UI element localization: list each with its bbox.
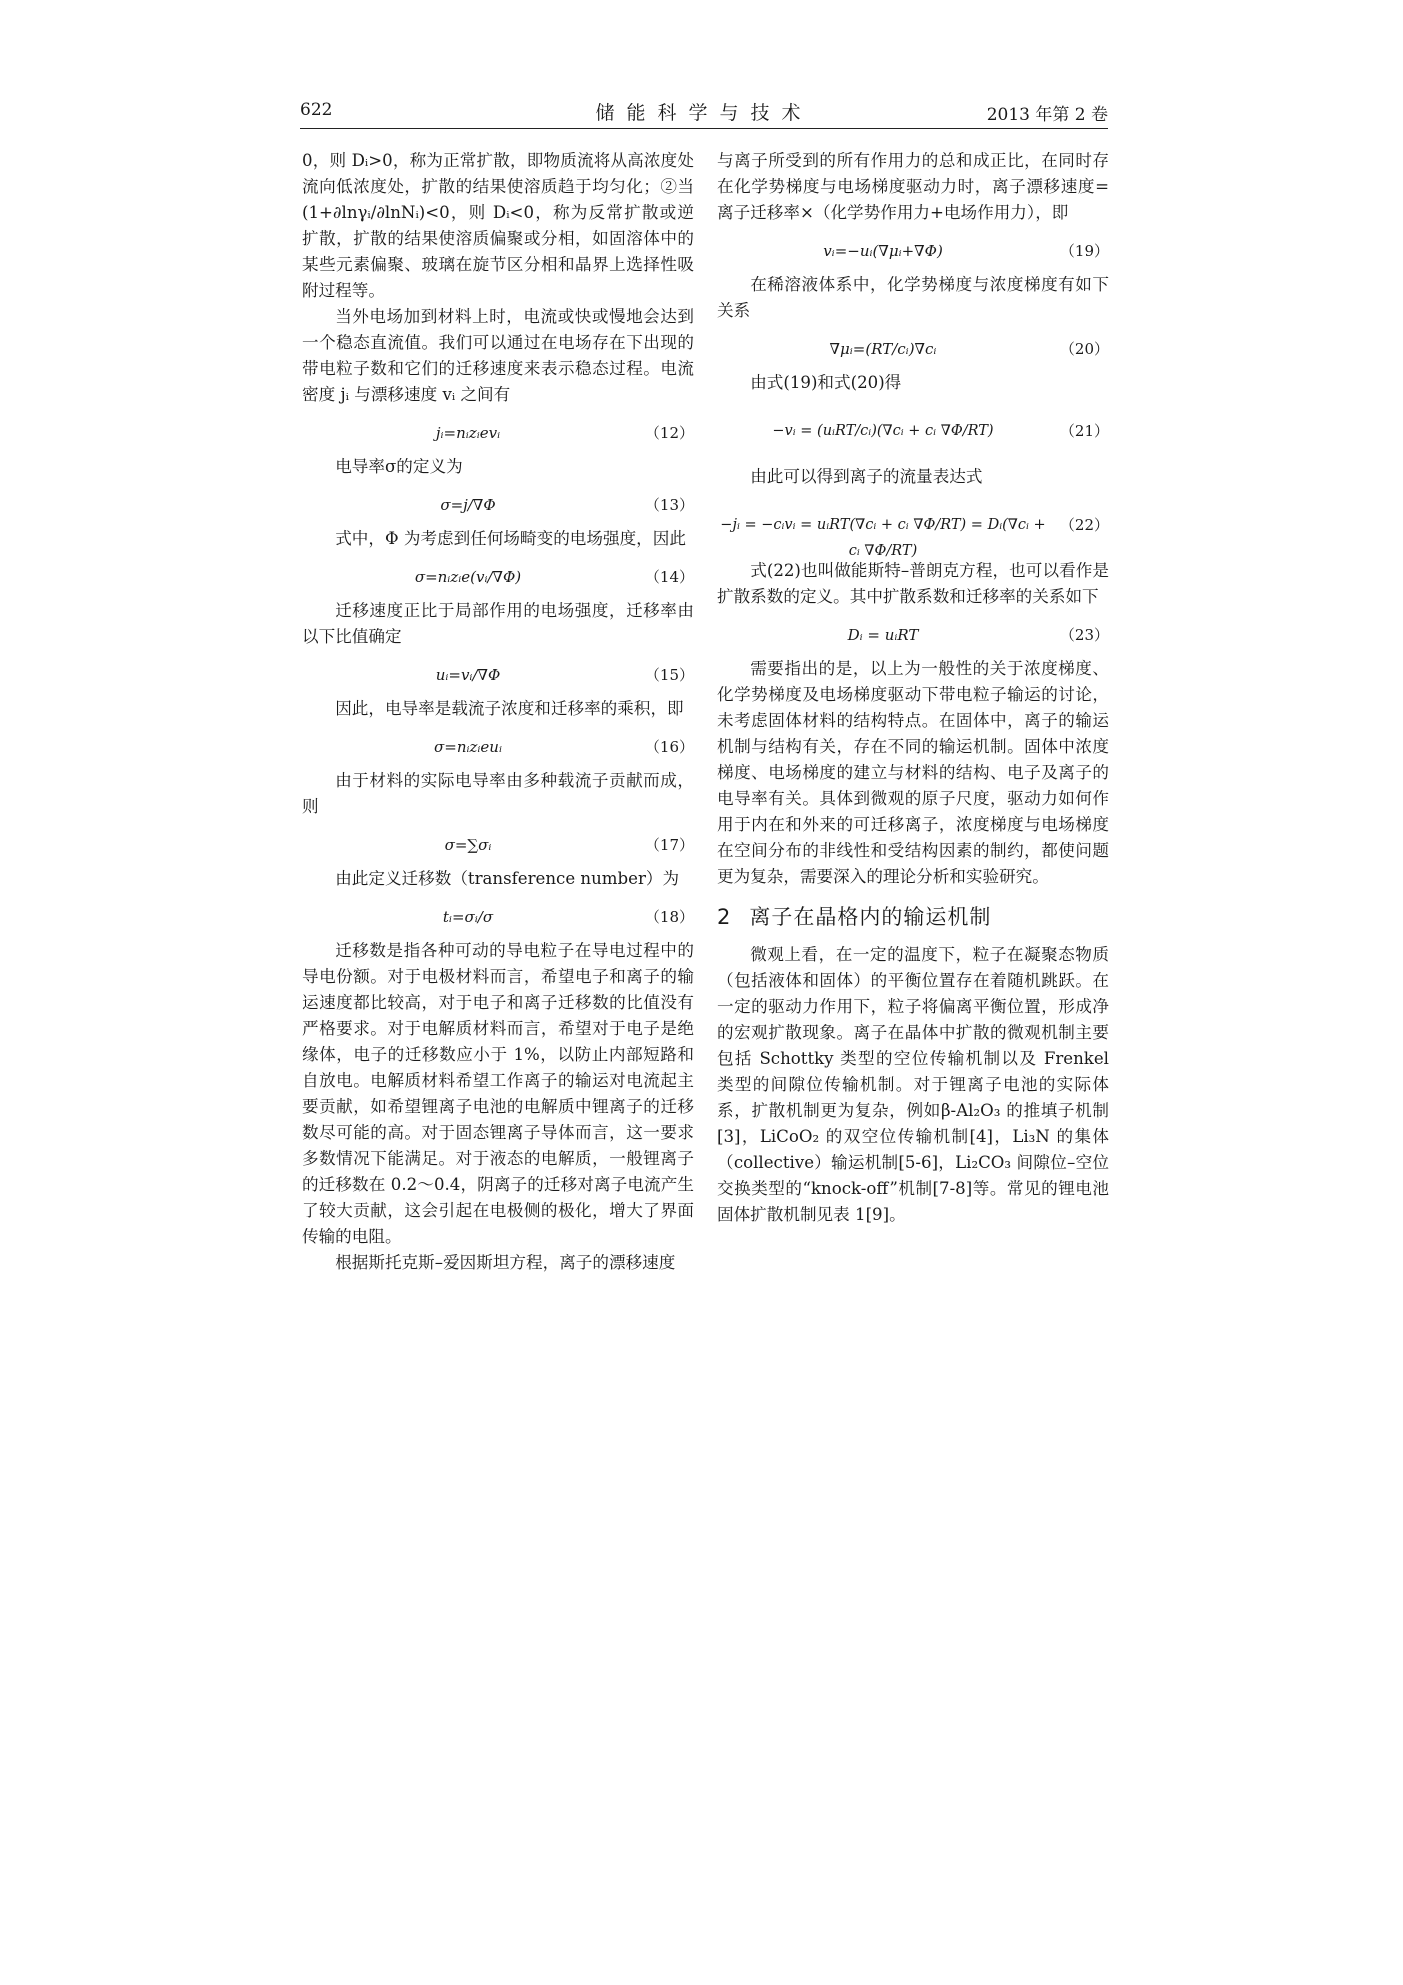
journal-title: 储能科学与技术 bbox=[595, 102, 813, 124]
running-header bbox=[300, 98, 1108, 129]
equation-number: （12） bbox=[644, 424, 694, 442]
equation-23 bbox=[717, 614, 1109, 652]
left-column bbox=[302, 148, 694, 1276]
equation-14 bbox=[302, 556, 694, 594]
equation-expression: jᵢ=nᵢzᵢevᵢ bbox=[435, 424, 501, 442]
paragraph: 根据斯托克斯–爱因斯坦方程，离子的漂移速度 bbox=[335, 1253, 676, 1272]
equation-number: （17） bbox=[644, 836, 694, 854]
paragraph: 式(22)也叫做能斯特–普朗克方程，也可以看作是扩散系数的定义。其中扩散系数和迁移率的关系如下 bbox=[717, 561, 1109, 606]
section-number: 2 bbox=[717, 905, 732, 929]
equation-13 bbox=[302, 484, 694, 522]
paragraph: 与离子所受到的所有作用力的总和成正比，在同时存在化学势梯度与电场梯度驱动力时，离子漂移速度=离子迁移率×（化学势作用力+电场作用力），即 bbox=[717, 151, 1109, 222]
paragraph: 0，则 Dᵢ>0，称为正常扩散，即物质流将从高浓度处流向低浓度处，扩散的结果使溶质趋于均匀化；②当(1+∂lnγᵢ/∂lnNᵢ)<0，则 Dᵢ<0，称为反常扩散或逆扩散，扩散的结果使溶质偏聚或分相，如固溶体中的某些元素偏聚、玻璃在旋节区分相和晶界上选择性吸附过程等。 bbox=[302, 151, 694, 300]
equation-number: （13） bbox=[644, 496, 694, 514]
volume-info: 2013 年第 2 卷 bbox=[986, 105, 1108, 125]
equation-number: （15） bbox=[644, 666, 694, 684]
equation-expression: −vᵢ = (uᵢRT/cᵢ)(∇cᵢ + cᵢ ∇Φ/RT) bbox=[772, 423, 994, 439]
equation-expression: σ=∑σᵢ bbox=[444, 836, 492, 854]
equation-17 bbox=[302, 824, 694, 862]
equation-expression: ∇μᵢ=(RT/cᵢ)∇cᵢ bbox=[829, 340, 937, 358]
equation-12 bbox=[302, 412, 694, 450]
equation-expression: Dᵢ = uᵢRT bbox=[847, 626, 919, 644]
paragraph: 在稀溶液体系中，化学势梯度与浓度梯度有如下关系 bbox=[717, 275, 1109, 320]
equation-number: （23） bbox=[1059, 626, 1109, 644]
equation-20 bbox=[717, 328, 1109, 366]
paragraph: 需要指出的是，以上为一般性的关于浓度梯度、化学势梯度及电场梯度驱动下带电粒子输运的讨论，未考虑固体材料的结构特点。在固体中，离子的输运机制与结构有关，存在不同的输运机制。固体中浓度梯度、电场梯度的建立与材料的结构、电子及离子的电导率有关。具体到微观的原子尺度，驱动力如何作用于内在和外来的可迁移离子，浓度梯度与电场梯度在空间分布的非线性和受结构因素的制约，都使问题更为复杂，需要深入的理论分析和实验研究。 bbox=[717, 659, 1109, 886]
equation-16 bbox=[302, 726, 694, 764]
equation-18 bbox=[302, 896, 694, 934]
equation-expression: σ=nᵢzᵢeuᵢ bbox=[434, 738, 502, 756]
equation-19 bbox=[717, 230, 1109, 268]
paragraph: 当外电场加到材料上时，电流或快或慢地会达到一个稳态直流值。我们可以通过在电场存在下出现的带电粒子数和它们的迁移速度来表示稳态过程。电流密度 jᵢ 与漂移速度 vᵢ 之间有 bbox=[302, 307, 694, 404]
equation-number: （16） bbox=[644, 738, 694, 756]
paragraph: 微观上看，在一定的温度下，粒子在凝聚态物质（包括液体和固体）的平衡位置存在着随机跳跃。在一定的驱动力作用下，粒子将偏离平衡位置，形成净的宏观扩散现象。离子在晶体中扩散的微观机制主要包括 Schottky 类型的空位传输机制以及 Frenkel 类型的间隙位传输机制。对于锂离子电池的实际体系，扩散机制更为复杂，例如β-Al₂O₃ 的推填子机制[3]，LiCoO₂ 的双空位传输机制[4]，Li₃N 的集体（collective）输运机制[5-6]，Li₂CO₃ 间隙位–空位交换类型的“knock-off”机制[7-8]等。常见的锂电池固体扩散机制见表 1[9]。 bbox=[717, 945, 1109, 1224]
paragraph: 式中，Φ 为考虑到任何场畸变的电场强度，因此 bbox=[335, 529, 686, 548]
equation-expression: −jᵢ = −cᵢvᵢ = uᵢRT(∇cᵢ + cᵢ ∇Φ/RT) = Dᵢ(∇cᵢ + cᵢ ∇Φ/RT) bbox=[720, 517, 1046, 559]
equation-15 bbox=[302, 654, 694, 692]
equation-number: （18） bbox=[644, 908, 694, 926]
paragraph: 由式(19)和式(20)得 bbox=[750, 373, 902, 392]
paragraph: 由此定义迁移数（transference number）为 bbox=[335, 869, 680, 888]
right-column bbox=[717, 148, 1109, 1228]
equation-number: （19） bbox=[1059, 242, 1109, 260]
page-number: 622 bbox=[300, 100, 333, 120]
paragraph: 由于材料的实际电导率由多种载流子贡献而成，则 bbox=[302, 771, 694, 816]
equation-expression: σ=nᵢzᵢe(vᵢ/∇Φ) bbox=[414, 568, 522, 586]
equation-expression: uᵢ=vᵢ/∇Φ bbox=[435, 666, 501, 684]
paragraph: 迁移速度正比于局部作用的电场强度，迁移率由以下比值确定 bbox=[302, 601, 694, 646]
equation-expression: σ=j/∇Φ bbox=[440, 496, 496, 514]
equation-22 bbox=[717, 494, 1109, 559]
paragraph: 因此，电导率是载流子浓度和迁移率的乘积，即 bbox=[335, 699, 684, 718]
paragraph: 电导率σ的定义为 bbox=[335, 457, 463, 476]
equation-expression: tᵢ=σᵢ/σ bbox=[442, 908, 494, 926]
equation-21 bbox=[717, 400, 1109, 460]
paragraph: 迁移数是指各种可动的导电粒子在导电过程中的导电份额。对于电极材料而言，希望电子和离子的输运速度都比较高，对于电子和离子迁移数的比值没有严格要求。对于电解质材料而言，希望对于电子是绝缘体，电子的迁移数应小于 1%，以防止内部短路和自放电。电解质材料希望工作离子的输运对电流起主要贡献，如希望锂离子电池的电解质中锂离子的迁移数尽可能的高。对于固态锂离子导体而言，这一要求多数情况下能满足。对于液态的电解质，一般锂离子的迁移数在 0.2～0.4，阴离子的迁移对离子电流产生了较大贡献，这会引起在电极侧的极化，增大了界面传输的电阻。 bbox=[302, 941, 694, 1246]
paragraph: 由此可以得到离子的流量表达式 bbox=[750, 467, 983, 486]
equation-number: （20） bbox=[1059, 340, 1109, 358]
equation-number: （14） bbox=[644, 568, 694, 586]
section-title: 离子在晶格内的输运机制 bbox=[749, 905, 992, 929]
equation-number: （21） bbox=[1059, 422, 1109, 440]
equation-expression: vᵢ=−uᵢ(∇μᵢ+∇Φ) bbox=[823, 242, 943, 260]
section-heading bbox=[717, 900, 1109, 934]
equation-number: （22） bbox=[1059, 516, 1109, 534]
